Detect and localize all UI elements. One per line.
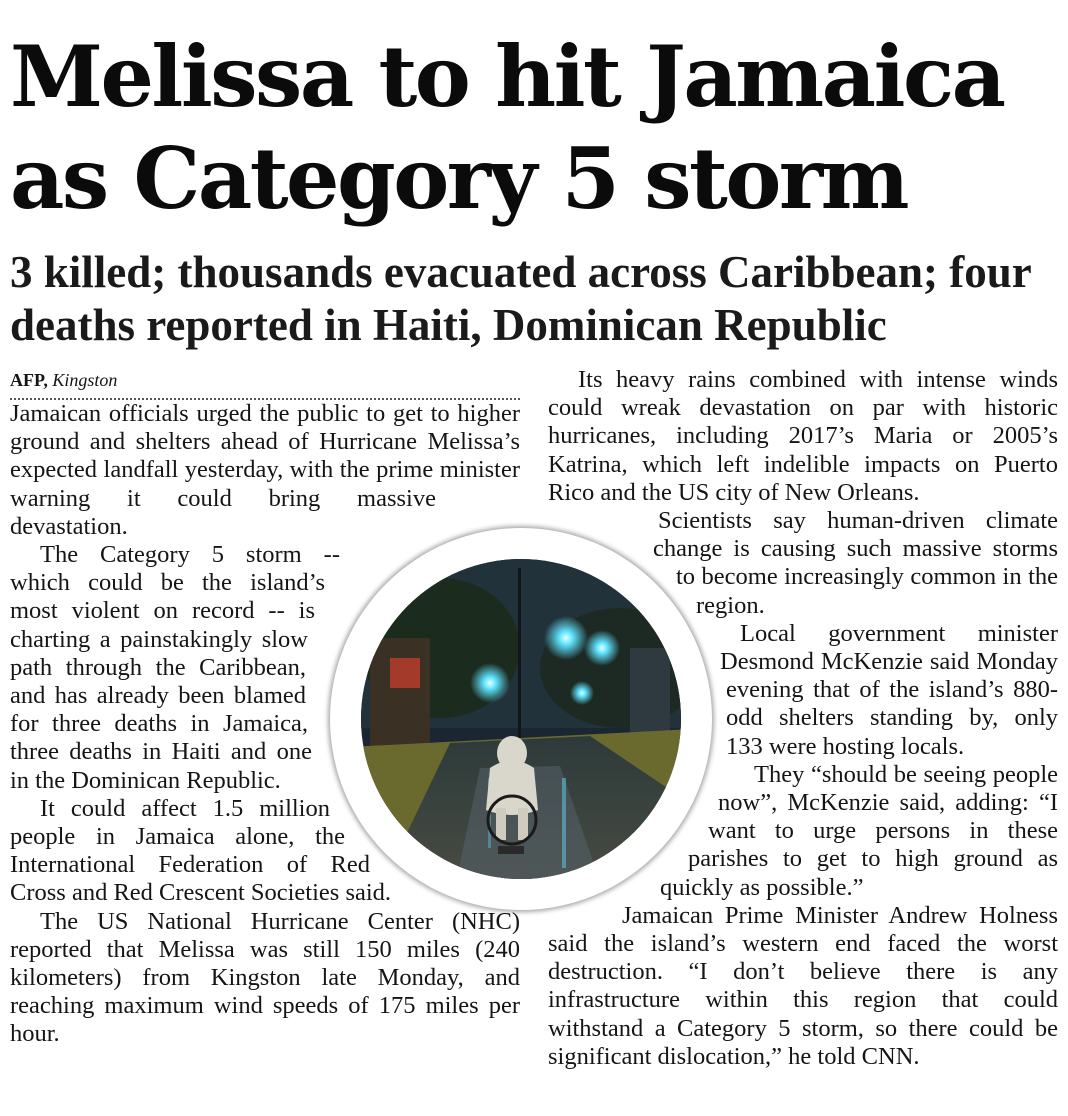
storm-photo	[330, 528, 712, 910]
deck-line-1: 3 killed; thousands evacuated across Caribbean; four	[10, 247, 1032, 297]
paragraph: Jamaican Prime Minister Andrew Holness said the island’s western end faced the worst destruction. “I don’t believe there is any infrastructure within this region that could withstand a Category 5 storm, so there could be significant dislocation,” he told CNN.	[548, 901, 1058, 1070]
paragraph: It could affect 1.5 million people in Jamaica alone, the International Federation of Red Cross and Red Crescent Societies said.	[10, 794, 392, 907]
paragraph: Jamaican officials urged the public to get to higher ground and shelters ahead of Hurricane Melissa’s expected landfall yesterday, with the prime minister warning it could bring massive devastation.	[10, 400, 520, 540]
paragraph: The US National Hurricane Center (NHC) reported that Melissa was still 150 miles (240 kilometers) from Kingston late Monday, and reaching maximum wind speeds of 175 miles per hour.	[10, 907, 520, 1048]
paragraph: Its heavy rains combined with intense winds could wreak devastation on par with historic hurricanes, including 2017’s Maria or 2005’s Katrina, which left indelible impacts on Puerto Rico and the US city of New Orleans.	[548, 366, 1058, 506]
paragraph: They “should be seeing people now”, McKenzie said, adding: “I want to urge persons in these parishes to get to high ground as quickly as possible.”	[660, 760, 1058, 901]
paragraph: Scientists say human-driven climate change is causing such massive storms to become increasingly common in the region.	[653, 507, 1058, 619]
byline	[10, 366, 520, 400]
cyclist-photo-image	[330, 528, 712, 910]
headline-line-1: Melissa to hit Jamaica	[10, 27, 1004, 126]
deck-subheadline	[10, 246, 1060, 352]
byline-place: Kingston	[52, 370, 118, 390]
deck-line-2: deaths reported in Haiti, Dominican Republic	[10, 300, 887, 350]
headline	[10, 26, 1060, 230]
paragraph: The Category 5 storm -- which could be the island’s most violent on record -- is charting a painstakingly slow path through the Caribbean, and has already been blamed for three deaths in Jamaica, three deaths in Haiti and one in the Dominican Republic.	[10, 541, 340, 794]
byline-agency: AFP,	[10, 370, 48, 390]
paragraph: Local government minister Desmond McKenzie said Monday evening that of the island’s 880-odd shelters standing by, only 133 were hosting locals.	[720, 619, 1058, 760]
headline-line-2: as Category 5 storm	[10, 129, 908, 228]
